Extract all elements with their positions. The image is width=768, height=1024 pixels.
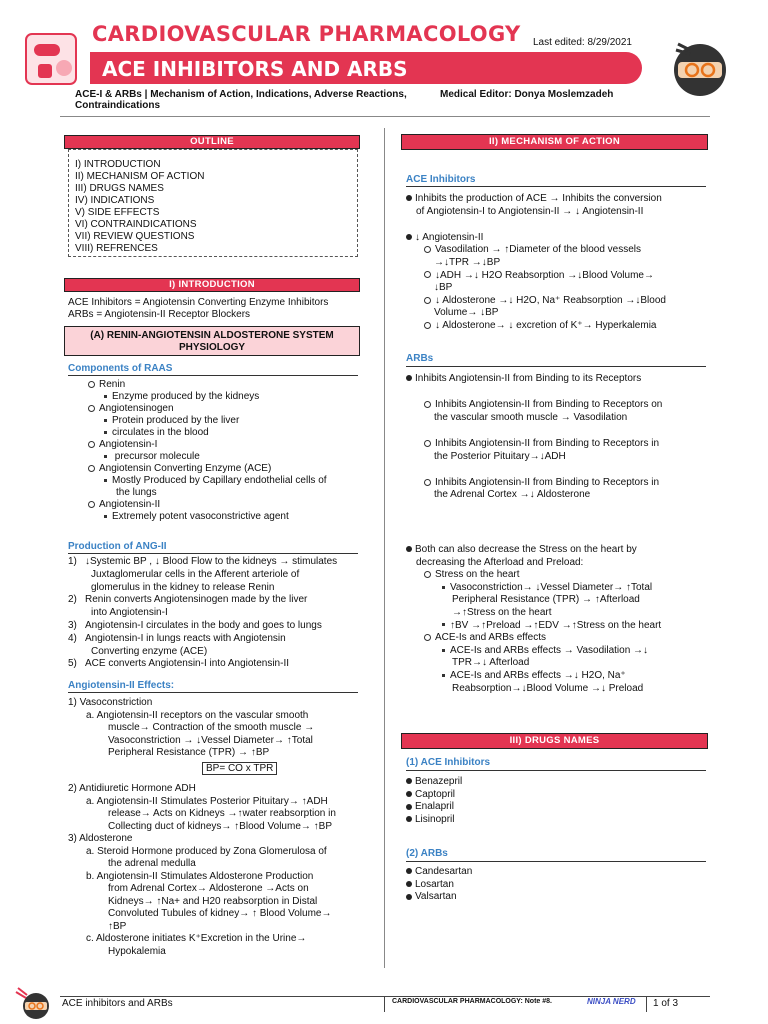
bullet-circle-icon <box>424 440 431 447</box>
drugs-ace-heading: (1) ACE Inhibitors <box>406 757 491 768</box>
moa-subpoint-text: ↓ Aldosterone→ ↓ excretion of K⁺→ Hyperkalemia <box>435 319 657 331</box>
effects-heading: Angiotensin-II Effects: <box>68 680 175 691</box>
moa-subsubpoint-text: ↑BV →↑Preload →↑EDV →↑Stress on the heart <box>450 619 662 631</box>
drug-item <box>406 866 472 879</box>
footer-page-divider <box>646 996 647 1012</box>
drug-item <box>406 776 462 789</box>
component-subitem-text: precursor molecule <box>112 451 200 462</box>
outline-item: IV) INDICATIONS <box>75 195 155 206</box>
moa-point-cont-text: of Angiotensin-I to Angiotensin-II → ↓ Angiotensin-II <box>416 205 644 217</box>
spacer <box>406 218 666 232</box>
moa-subpoint-text: Vasodilation → ↑Diameter of the blood vessels <box>435 244 642 256</box>
drug-item-text: Benazepril <box>415 776 463 787</box>
spacer <box>406 424 662 438</box>
header-pills-icon <box>20 30 86 88</box>
effect-line <box>68 735 314 748</box>
drugs-arb-rule <box>406 861 706 862</box>
page-number: 1 of 3 <box>653 998 679 1009</box>
component-subitem <box>88 415 327 427</box>
component-item-text: Angiotensin Converting Enzyme (ACE) <box>99 463 272 474</box>
effect-line-text: 3) Aldosterone <box>68 833 133 844</box>
effect-line <box>68 808 336 821</box>
drug-item-text: Valsartan <box>415 891 457 903</box>
moa-subsubpoint-cont <box>406 607 661 620</box>
effect-line-text: Peripheral Resistance (TPR) → ↑BP <box>108 747 270 758</box>
production-step-text: Angiotensin-I circulates in the body and goes to lungs <box>85 619 322 631</box>
intro-heading: I) INTRODUCTION <box>64 278 360 292</box>
effect-line <box>68 833 336 846</box>
bullet-dot-icon <box>406 195 412 201</box>
drug-item-text: Candesartan <box>415 866 473 877</box>
moa-both-list <box>406 544 661 695</box>
effect-line <box>68 697 314 710</box>
spacer <box>406 386 662 400</box>
effect-line-text: ↑BP <box>108 920 127 932</box>
component-subitem-text: Extremely potent vasoconstrictive agent <box>112 511 289 522</box>
effects-list-2 <box>68 783 336 958</box>
effect-line <box>68 821 336 834</box>
moa-subpoint-text: ACE-Is and ARBs effects <box>435 632 546 644</box>
effect-line <box>68 846 336 859</box>
moa-subsubpoint-text: Vasoconstriction→ ↓Vessel Diameter→ ↑Total <box>450 581 653 593</box>
intro-line-arb: ARBs = Angiotensin-II Receptor Blockers <box>68 309 251 320</box>
outline-item: VIII) REFRENCES <box>75 243 158 254</box>
footer-title: ACE inhibitors and ARBs <box>62 998 173 1009</box>
moa-subpoint-cont <box>406 451 662 464</box>
production-step-text: into Angiotensin-I <box>91 607 168 619</box>
bullet-circle-icon <box>88 441 95 448</box>
drugs-heading: III) DRUGS NAMES <box>401 733 708 749</box>
banner-title: ACE INHIBITORS AND ARBS <box>102 57 408 81</box>
effect-line-text: a. Steroid Hormone produced by Zona Glomerulosa of <box>86 845 327 857</box>
moa-subpoint-cont <box>406 307 666 320</box>
ninja-mascot-icon <box>668 36 732 98</box>
header-rule <box>60 116 710 117</box>
component-item-text: Angiotensinogen <box>99 403 174 414</box>
effect-line-text: 1) Vasoconstriction <box>68 697 153 708</box>
effect-line-text: release→ Acts on Kidneys →↑water reabsorption in <box>108 808 336 819</box>
moa-subsubpoint <box>406 582 661 595</box>
moa-subpoint-text: Inhibits Angiotensin-II from Binding to Receptors in <box>435 476 660 488</box>
footer-ninja-icon <box>14 986 54 1020</box>
intro-line-ace: ACE Inhibitors = Angiotensin Converting Enzyme Inhibitors <box>68 297 329 308</box>
drug-item <box>406 891 472 904</box>
production-step-number: 4) <box>68 632 77 644</box>
moa-subpoint-cont <box>406 489 662 502</box>
production-step-text: Angiotensin-I in lungs reacts with Angiotensin <box>85 632 286 644</box>
drug-item-text: Lisinopril <box>415 813 455 825</box>
components-list <box>88 379 327 523</box>
last-edited: Last edited: 8/29/2021 <box>533 37 632 48</box>
production-step-text: Juxtaglomerular cells in the Afferent arteriole of <box>91 568 300 580</box>
bullet-circle-icon <box>424 401 431 408</box>
effect-line-text: a. Angiotensin-II receptors on the vascular smooth <box>86 709 309 721</box>
moa-subpoint-cont-text: the vascular smooth muscle → Vasodilation <box>434 411 628 423</box>
production-step <box>68 582 337 595</box>
moa-heading: II) MECHANISM OF ACTION <box>401 134 708 150</box>
outline-heading: OUTLINE <box>64 135 360 149</box>
moa-point-text: Inhibits the production of ACE → Inhibits the conversion <box>415 193 662 204</box>
production-step <box>68 633 337 646</box>
drug-item-text: Enalapril <box>415 801 454 813</box>
production-step <box>68 620 337 633</box>
bullet-circle-icon <box>88 465 95 472</box>
production-step-text: ACE converts Angiotensin-I into Angiotensin-II <box>85 658 290 670</box>
moa-ace-rule <box>406 186 706 187</box>
moa-point-cont <box>406 206 666 219</box>
bp-formula: BP= CO x TPR <box>202 762 277 775</box>
effect-line-text: the adrenal medulla <box>108 858 196 869</box>
bullet-square-icon <box>104 431 107 434</box>
moa-subpoint-text: Stress on the heart <box>435 569 520 581</box>
moa-subsubpoint-cont-text: Reabsorption→↓Blood Volume →↓ Preload <box>452 682 644 694</box>
component-item-text: Renin <box>99 379 126 390</box>
moa-point-text: ↓ Angiotensin-II <box>415 231 484 243</box>
bullet-square-icon <box>104 395 107 398</box>
bullet-circle-icon <box>424 297 431 304</box>
production-rule <box>68 553 358 554</box>
effect-line <box>68 896 336 909</box>
component-subitem-text: Mostly Produced by Capillary endothelial cells of <box>112 475 327 486</box>
moa-subpoint-text: ↓ADH →↓ H2O Reabsorption →↓Blood Volume→ <box>435 269 654 281</box>
bullet-circle-icon <box>88 501 95 508</box>
moa-point-cont <box>406 557 661 570</box>
effects-rule <box>68 692 358 693</box>
outline-item: I) INTRODUCTION <box>75 159 161 170</box>
moa-subpoint-cont-text: the Posterior Pituitary→↓ADH <box>434 450 566 462</box>
bullet-dot-icon <box>406 868 412 874</box>
moa-subsubpoint <box>406 620 661 633</box>
bullet-dot-icon <box>406 894 412 900</box>
effect-line <box>68 946 336 959</box>
component-subitem <box>88 475 327 487</box>
bullet-dot-icon <box>406 881 412 887</box>
production-step-text: ↓Systemic BP , ↓ Blood Flow to the kidneys → stimulates <box>85 556 338 567</box>
moa-subpoint-cont-text: →↓TPR →↓BP <box>434 256 501 268</box>
moa-subpoint-text: Inhibits Angiotensin-II from Binding to Receptors in <box>435 437 660 449</box>
effects-list <box>68 697 314 760</box>
moa-point-text: Both can also decrease the Stress on the heart by <box>415 544 637 555</box>
effect-line-text: Convoluted Tubules of kidney→ ↑ Blood Volume→ <box>108 908 332 919</box>
moa-subpoint <box>406 438 662 451</box>
effect-line-text: 2) Antidiuretic Hormone ADH <box>68 783 196 794</box>
moa-subpoint-cont-text: Volume→ ↓BP <box>434 307 499 319</box>
components-heading: Components of RAAS <box>68 363 173 374</box>
production-step-number: 3) <box>68 619 77 631</box>
moa-subsubpoint-cont <box>406 594 661 607</box>
moa-subsubpoint-cont <box>406 683 661 696</box>
outline-item: II) MECHANISM OF ACTION <box>75 171 205 182</box>
bullet-circle-icon <box>424 634 431 641</box>
outline-item: VI) CONTRAINDICATIONS <box>75 219 197 230</box>
effect-line-text: b. Angiotensin-II Stimulates Aldosterone Production <box>86 870 314 882</box>
moa-subsubpoint-cont <box>406 657 661 670</box>
effect-line <box>68 908 336 921</box>
production-step <box>68 658 337 671</box>
effect-line-text: from Adrenal Cortex→ Aldosterone →Acts on <box>108 883 309 894</box>
moa-subpoint <box>406 270 666 283</box>
effect-line <box>68 871 336 884</box>
moa-subsubpoint-text: ACE-Is and ARBs effects →↓ H2O, Na⁺ <box>450 669 626 681</box>
bullet-dot-icon <box>406 791 412 797</box>
effect-line <box>68 710 314 723</box>
component-subitem-text: Protein produced by the liver <box>112 415 240 426</box>
footer-course: CARDIOVASCULAR PHARMACOLOGY: Note #8. <box>392 998 552 1005</box>
raas-heading: (A) RENIN-ANGIOTENSIN ALDOSTERONE SYSTEM PHYSIOLOGY <box>64 326 360 356</box>
effect-line-text: muscle→ Contraction of the smooth muscle → <box>108 722 315 733</box>
outline-box <box>68 149 358 257</box>
component-subitem <box>88 511 327 523</box>
production-step <box>68 556 337 569</box>
drugs-ace-rule <box>406 770 706 771</box>
effect-line <box>68 796 336 809</box>
spacer <box>406 463 662 477</box>
component-subitem-text: circulates in the blood <box>112 427 209 438</box>
component-item-text: Angiotensin-I <box>99 439 158 450</box>
moa-subpoint-cont <box>406 257 666 270</box>
bullet-circle-icon <box>424 271 431 278</box>
moa-subpoint-text: ↓ Aldosterone →↓ H2O, Na⁺ Reabsorption →↓Blood <box>435 294 666 306</box>
effect-line <box>68 921 336 934</box>
moa-arb-heading: ARBs <box>406 353 434 364</box>
effect-line <box>68 883 336 896</box>
production-step-number: 1) <box>68 556 77 567</box>
component-subitem <box>88 451 327 463</box>
outline-item: VII) REVIEW QUESTIONS <box>75 231 195 242</box>
effect-line-text: Collecting duct of kidneys→ ↑Blood Volume→ ↑BP <box>108 820 332 832</box>
document-subtitle: ACE-I & ARBs | Mechanism of Action, Indications, Adverse Reactions, Contraindications <box>75 89 407 111</box>
moa-point <box>406 232 666 245</box>
moa-subpoint-cont-text: ↓BP <box>434 282 453 294</box>
bullet-dot-icon <box>406 778 412 784</box>
production-step-number: 5) <box>68 658 77 670</box>
moa-subsubpoint <box>406 645 661 658</box>
bullet-circle-icon <box>88 381 95 388</box>
outline-item: III) DRUGS NAMES <box>75 183 164 194</box>
medical-editor: Medical Editor: Donya Moslemzadeh <box>440 89 614 100</box>
outline-item: V) SIDE EFFECTS <box>75 207 160 218</box>
moa-subpoint <box>406 632 661 645</box>
effect-line <box>68 933 336 946</box>
moa-subsubpoint <box>406 670 661 683</box>
bullet-dot-icon <box>406 375 412 381</box>
production-step <box>68 569 337 582</box>
drug-item <box>406 879 472 892</box>
production-step-text: Renin converts Angiotensinogen made by the liver <box>85 594 308 606</box>
moa-subsubpoint-cont-text: →↑Stress on the heart <box>452 606 552 618</box>
bullet-circle-icon <box>424 571 431 578</box>
component-item <box>88 463 327 475</box>
moa-subpoint <box>406 399 662 412</box>
drug-item <box>406 801 462 814</box>
drug-item-text: Captopril <box>415 788 456 800</box>
drug-item-text: Losartan <box>415 878 454 890</box>
bullet-square-icon <box>104 479 107 482</box>
component-item <box>88 403 327 415</box>
drugs-arb-heading: (2) ARBs <box>406 848 448 859</box>
bullet-circle-icon <box>424 479 431 486</box>
component-subitem-text: Enzyme produced by the kidneys <box>112 391 260 402</box>
production-heading: Production of ANG-II <box>68 541 167 552</box>
component-item <box>88 379 327 391</box>
moa-point <box>406 544 661 557</box>
production-list <box>68 556 337 671</box>
effect-line <box>68 722 314 735</box>
components-rule <box>68 375 358 376</box>
effect-line <box>68 858 336 871</box>
moa-point <box>406 193 666 206</box>
moa-subpoint-cont <box>406 282 666 295</box>
moa-ace-list <box>406 193 666 333</box>
drugs-arb-list <box>406 866 472 904</box>
moa-subpoint-text: Inhibits Angiotensin-II from Binding to Receptors on <box>435 399 663 411</box>
moa-subpoint-cont <box>406 412 662 425</box>
moa-subsubpoint-text: ACE-Is and ARBs effects → Vasodilation →↓ <box>450 644 649 656</box>
component-item <box>88 439 327 451</box>
moa-ace-heading: ACE Inhibitors <box>406 174 476 185</box>
effect-line-text: Kidneys→ ↑Na+ and H20 reabsorption in Distal <box>108 895 318 907</box>
bullet-dot-icon <box>406 546 412 552</box>
footer-brand-logo: NINJA NERD <box>587 997 636 1006</box>
bullet-dot-icon <box>406 804 412 810</box>
production-step-text: Converting enzyme (ACE) <box>91 645 208 657</box>
bullet-circle-icon <box>88 405 95 412</box>
bullet-square-icon <box>104 419 107 422</box>
bullet-square-icon <box>442 649 445 652</box>
component-item-text: Angiotensin-II <box>99 499 161 510</box>
drug-item <box>406 814 462 827</box>
moa-point <box>406 373 662 386</box>
moa-point-cont-text: decreasing the Afterload and Preload: <box>416 556 584 568</box>
moa-arb-list <box>406 373 662 502</box>
column-divider <box>384 128 385 968</box>
production-step <box>68 646 337 659</box>
component-subitem-cont-text: the lungs <box>116 487 157 498</box>
moa-subsubpoint-cont-text: TPR→↓ Afterload <box>452 657 530 669</box>
drugs-ace-list <box>406 776 462 826</box>
moa-point-text: Inhibits Angiotensin-II from Binding to its Receptors <box>415 373 642 384</box>
production-step-number: 2) <box>68 594 77 606</box>
production-step <box>68 607 337 620</box>
drug-item <box>406 789 462 802</box>
bullet-circle-icon <box>424 246 431 253</box>
footer-divider <box>384 996 385 1012</box>
moa-subpoint <box>406 569 661 582</box>
moa-subsubpoint-cont-text: Peripheral Resistance (TPR) → ↑Afterload <box>452 594 640 606</box>
bullet-square-icon <box>104 515 107 518</box>
moa-subpoint <box>406 320 666 333</box>
bullet-circle-icon <box>424 322 431 329</box>
production-step-text: glomerulus in the kidney to release Renin <box>91 581 275 593</box>
page-title: CARDIOVASCULAR PHARMACOLOGY <box>92 22 521 46</box>
effect-line-text: c. Aldosterone initiates K⁺Excretion in the Urine→ <box>86 933 307 944</box>
moa-subpoint <box>406 477 662 490</box>
effect-line-text: a. Angiotensin-II Stimulates Posterior Pituitary→ ↑ADH <box>86 795 328 807</box>
bullet-square-icon <box>442 586 445 589</box>
bullet-dot-icon <box>406 234 412 240</box>
bullet-dot-icon <box>406 816 412 822</box>
component-subitem-cont <box>88 487 327 499</box>
production-step <box>68 594 337 607</box>
component-item <box>88 499 327 511</box>
component-subitem <box>88 391 327 403</box>
bullet-square-icon <box>442 623 445 626</box>
effect-line <box>68 783 336 796</box>
component-subitem <box>88 427 327 439</box>
effect-line-text: Vasoconstriction → ↓Vessel Diameter→ ↑Total <box>108 734 313 746</box>
bullet-square-icon <box>442 674 445 677</box>
moa-subpoint <box>406 295 666 308</box>
moa-subpoint <box>406 244 666 257</box>
moa-arb-rule <box>406 366 706 367</box>
bullet-square-icon <box>104 455 107 458</box>
effect-line-text: Hypokalemia <box>108 945 166 957</box>
moa-subpoint-cont-text: the Adrenal Cortex →↓ Aldosterone <box>434 489 591 501</box>
effect-line <box>68 747 314 760</box>
